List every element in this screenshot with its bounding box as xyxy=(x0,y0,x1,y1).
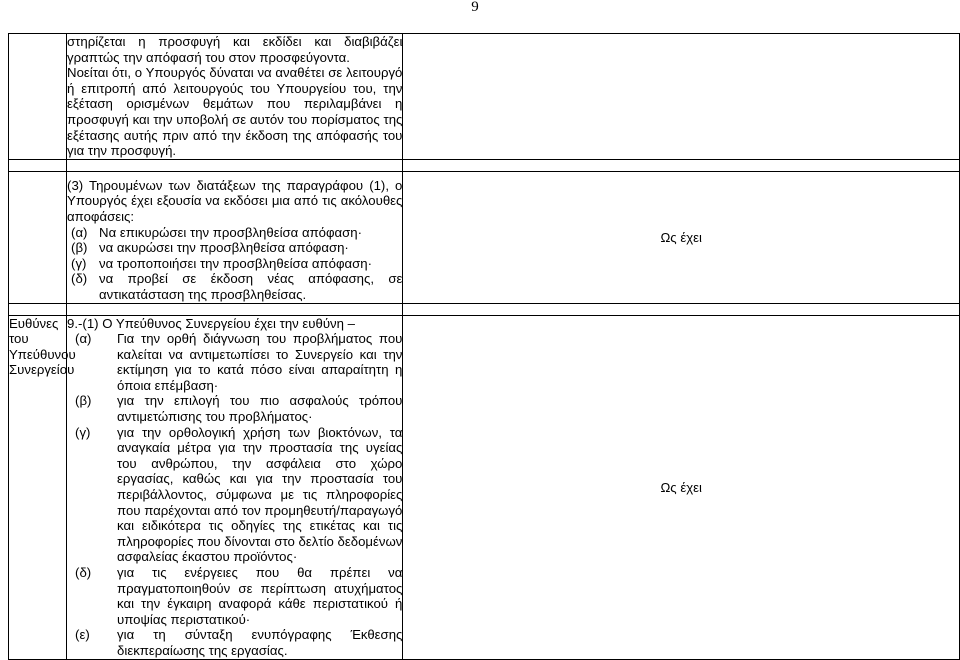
status-cell xyxy=(403,315,960,659)
list-item: (ε) για τη σύνταξη ενυπόγραφης Έκθεσης διεκπεραίωσης της εργασίας. xyxy=(75,627,403,658)
status-text: Ως έχει xyxy=(660,479,702,495)
section-a-line: στηρίζεται η προσφυγή και εκδίδει και διαβιβάζει γραπτώς την απόφασή του στον προσφεύγοντα. xyxy=(67,34,403,65)
legislation-comparison-table xyxy=(8,33,960,660)
left-cell-empty xyxy=(9,34,67,160)
section-c-text xyxy=(67,315,403,659)
table-row-gap xyxy=(9,159,960,171)
table-row xyxy=(9,34,960,160)
list-item: (δ) να προβεί σε έκδοση νέας απόφασης, σε αντικατάσταση της προσβληθείσας. xyxy=(71,271,403,302)
list-item: (β) για την επιλογή του πιο ασφαλούς τρόπου αντιμετώπισης του προβλήματος· xyxy=(75,393,403,425)
list-item: (α) Να επικυρώσει την προσβληθείσα απόφαση· xyxy=(71,224,363,240)
side-label: Ευθύνες του Υπεύθυνου Συνεργείου xyxy=(9,315,76,378)
table-row-gap xyxy=(9,303,960,315)
status-text: Ως έχει xyxy=(660,229,702,245)
table-row xyxy=(9,315,960,659)
left-cell-empty xyxy=(9,171,67,303)
section-c-lead: 9.-(1) Ο Υπεύθυνος Συνεργείου έχει την ευθύνη – xyxy=(67,315,355,331)
section-b-text xyxy=(67,171,403,303)
section-a-line: Νοείται ότι, ο Υπουργός δύναται να αναθέτει σε λειτουργό ή επιτροπή από λειτουργούς του Υπουργείου του, την εξέταση ορισμένων θεμάτων που περιλαμβάνει η προσφυγή και την υποβολή σε αυτόν του πορίσματος της εξέτασης αυτής πριν από την έκδοση της απόφασής του για την προσφυγή. xyxy=(67,65,403,159)
page-number: 9 xyxy=(471,0,479,15)
side-label-cell xyxy=(9,315,76,659)
list-item: (δ) για τις ενέργειες που θα πρέπει να πραγματοποιηθούν σε περίπτωση ατυχήματος και την έγκαιρη αναφορά κάθε περιστατικού ή υποψίας περιστατικού· xyxy=(75,565,403,627)
list-item: (β) να ακυρώσει την προσβληθείσα απόφαση· xyxy=(71,240,349,256)
section-a-text xyxy=(67,34,403,160)
list-item: (α) Για την ορθή διάγνωση του προβλήματος που καλείται να αντιμετωπίσει το Συνεργείο και την εκτίμηση για το κατά πόσο είναι απαραίτητη η όποια επέμβαση· xyxy=(75,331,403,393)
section-b-intro: (3) Τηρουμένων των διατάξεων της παραγράφου (1), ο Υπουργός έχει εξουσία να εκδόσει μια από τις ακόλουθες αποφάσεις: xyxy=(67,177,403,224)
status-cell xyxy=(403,171,960,303)
right-cell-empty xyxy=(403,34,960,160)
list-item: (γ) για την ορθολογική χρήση των βιοκτόνων, τα αναγκαία μέτρα για την προστασία της υγείας του ανθρώπου, την ασφάλεια στο χώρο εργασίας, καθώς και για την προστασία του περιβάλλοντος, σύμφωνα με τις πληροφορίες που παρέχονται από τον προμηθευτή/παραγωγό και ειδικότερα τις οδηγίες της ετικέτας και τις πληροφορίες που δίνονται στο δελτίο δεδομένων ασφαλείας έκαστου προϊόντος· xyxy=(75,424,403,565)
table-row xyxy=(9,171,960,303)
list-item: (γ) να τροποποιήσει την προσβληθείσα απόφαση· xyxy=(71,255,373,271)
